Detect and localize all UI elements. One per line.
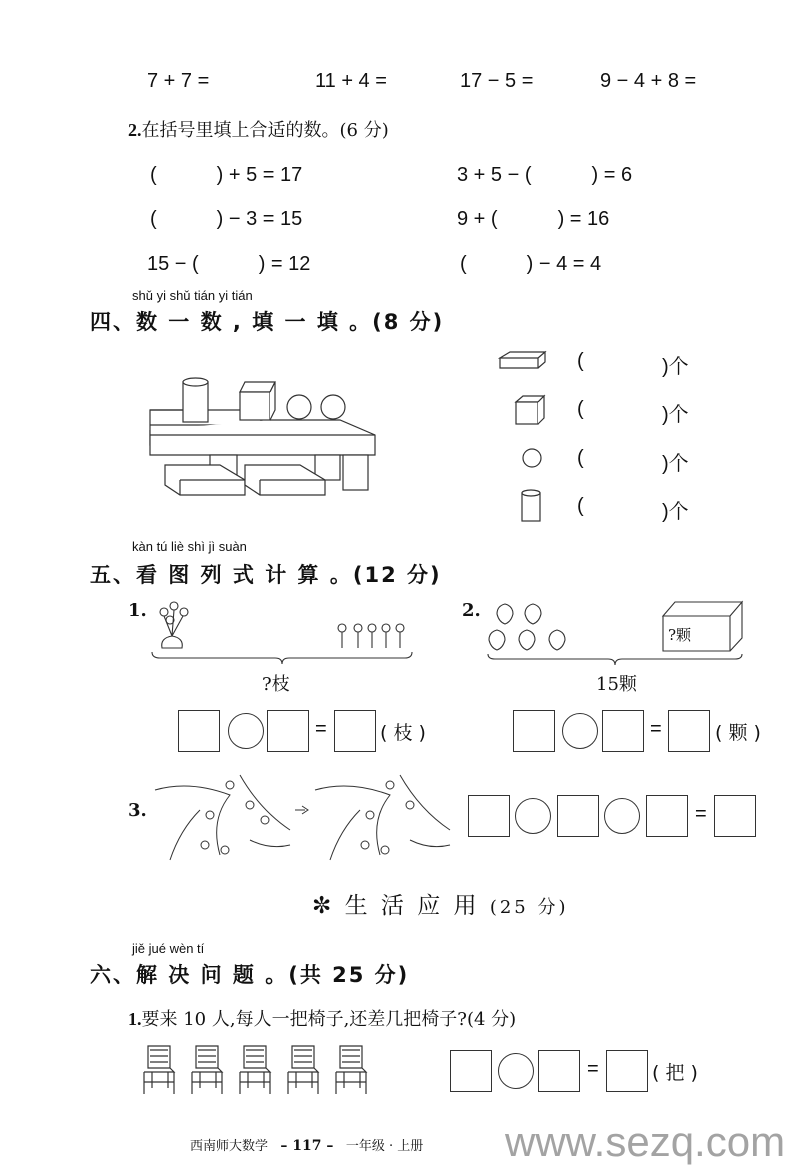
- question-2: [128, 116, 389, 142]
- unit-label: ( 颗 ): [715, 722, 761, 744]
- footer-publisher: 西南师大数学: [190, 1139, 269, 1154]
- operator-circle[interactable]: [498, 1053, 534, 1089]
- problem-number: 1.: [128, 1009, 142, 1029]
- equals-sign: =: [587, 1058, 599, 1080]
- cylinder-icon: [522, 490, 540, 521]
- cuboid-icon: [500, 352, 545, 368]
- equation: 17 − 5 =: [460, 70, 534, 92]
- fill-equation: ( ) − 3 = 15: [150, 208, 303, 230]
- problem-1: [128, 1005, 516, 1031]
- answer-box[interactable]: [646, 795, 688, 837]
- footer: [190, 1135, 423, 1154]
- fill-equation: 9 + ( ) = 16: [457, 208, 610, 230]
- fill-equation: 3 + 5 − ( ) = 6: [457, 164, 633, 186]
- operator-circle[interactable]: [604, 798, 640, 834]
- sphere-icon: [523, 449, 541, 467]
- unit-label: ( 把 ): [652, 1062, 698, 1084]
- blank-open: (: [577, 495, 584, 517]
- equation: 9 − 4 + 8 =: [600, 70, 697, 92]
- operator-circle[interactable]: [228, 713, 264, 749]
- operator-circle[interactable]: [562, 713, 598, 749]
- fill-equation: ( ) − 4 = 4: [460, 253, 602, 275]
- problem-number: 1.: [128, 600, 147, 621]
- blank-unit: )个: [662, 453, 689, 475]
- brace-label: ?枝: [262, 674, 290, 695]
- box-label: ?颗: [668, 626, 692, 644]
- equals-sign: =: [315, 718, 327, 740]
- answer-box[interactable]: [334, 710, 376, 752]
- section-title: 五、看 图 列 式 计 算 。(12 分): [90, 563, 442, 587]
- blank-open: (: [577, 398, 584, 420]
- answer-box[interactable]: [468, 795, 510, 837]
- answer-box[interactable]: [557, 795, 599, 837]
- question-number: 2.: [128, 120, 142, 140]
- answer-box[interactable]: [714, 795, 756, 837]
- pinyin: shǔ yi shǔ tián yi tián: [132, 288, 253, 303]
- ducks-river-illustration: [150, 770, 455, 865]
- unit-label: ( 枝 ): [380, 722, 426, 744]
- part-title: [312, 887, 569, 920]
- section-title: 四、数 一 数 , 填 一 填 。(8 分): [90, 310, 445, 334]
- answer-box[interactable]: [450, 1050, 492, 1092]
- chairs-illustration: [140, 1042, 380, 1100]
- problem-text: 要来 10 人,每人一把椅子,还差几把椅子?(4 分): [141, 1009, 517, 1030]
- problem-number: 2.: [462, 600, 481, 621]
- section-title: 六、解 决 问 题 。(共 25 分): [90, 963, 410, 987]
- cube-icon: [516, 396, 544, 424]
- equals-sign: =: [650, 718, 662, 740]
- pinyin: jiě jué wèn tí: [132, 941, 205, 956]
- answer-box[interactable]: [668, 710, 710, 752]
- page-number: – 117 –: [280, 1138, 334, 1154]
- part-score: (25 分): [489, 897, 569, 918]
- pinyin: kàn tú liè shì jì suàn: [132, 539, 247, 554]
- operator-circle[interactable]: [515, 798, 551, 834]
- blank-unit: )个: [662, 501, 689, 523]
- fill-equation: 15 − ( ) = 12: [147, 253, 311, 275]
- equals-sign: =: [695, 803, 707, 825]
- equation: 11 + 4 =: [315, 70, 387, 92]
- blocks-illustration: [145, 370, 380, 500]
- problem-number: 3.: [128, 800, 147, 821]
- blank-unit: )个: [662, 404, 689, 426]
- blank-open: (: [577, 447, 584, 469]
- blank-open: (: [577, 350, 584, 372]
- answer-box[interactable]: [513, 710, 555, 752]
- footer-grade: 一年级 · 上册: [345, 1139, 424, 1154]
- equation: 7 + 7 =: [147, 70, 210, 92]
- question-text: 在括号里填上合适的数。(6 分): [141, 120, 389, 141]
- answer-box[interactable]: [606, 1050, 648, 1092]
- answer-box[interactable]: [538, 1050, 580, 1092]
- strawberries-illustration: [485, 596, 747, 666]
- part-title-text: ✼ 生 活 应 用: [312, 893, 480, 919]
- brace-label: 15颗: [596, 674, 637, 695]
- watermark: www.sezq.com: [505, 1118, 786, 1165]
- shape-icons: [498, 350, 548, 530]
- answer-box[interactable]: [178, 710, 220, 752]
- answer-box[interactable]: [267, 710, 309, 752]
- fill-equation: ( ) + 5 = 17: [150, 164, 303, 186]
- answer-box[interactable]: [602, 710, 644, 752]
- flowers-illustration: [150, 598, 415, 666]
- blank-unit: )个: [662, 356, 689, 378]
